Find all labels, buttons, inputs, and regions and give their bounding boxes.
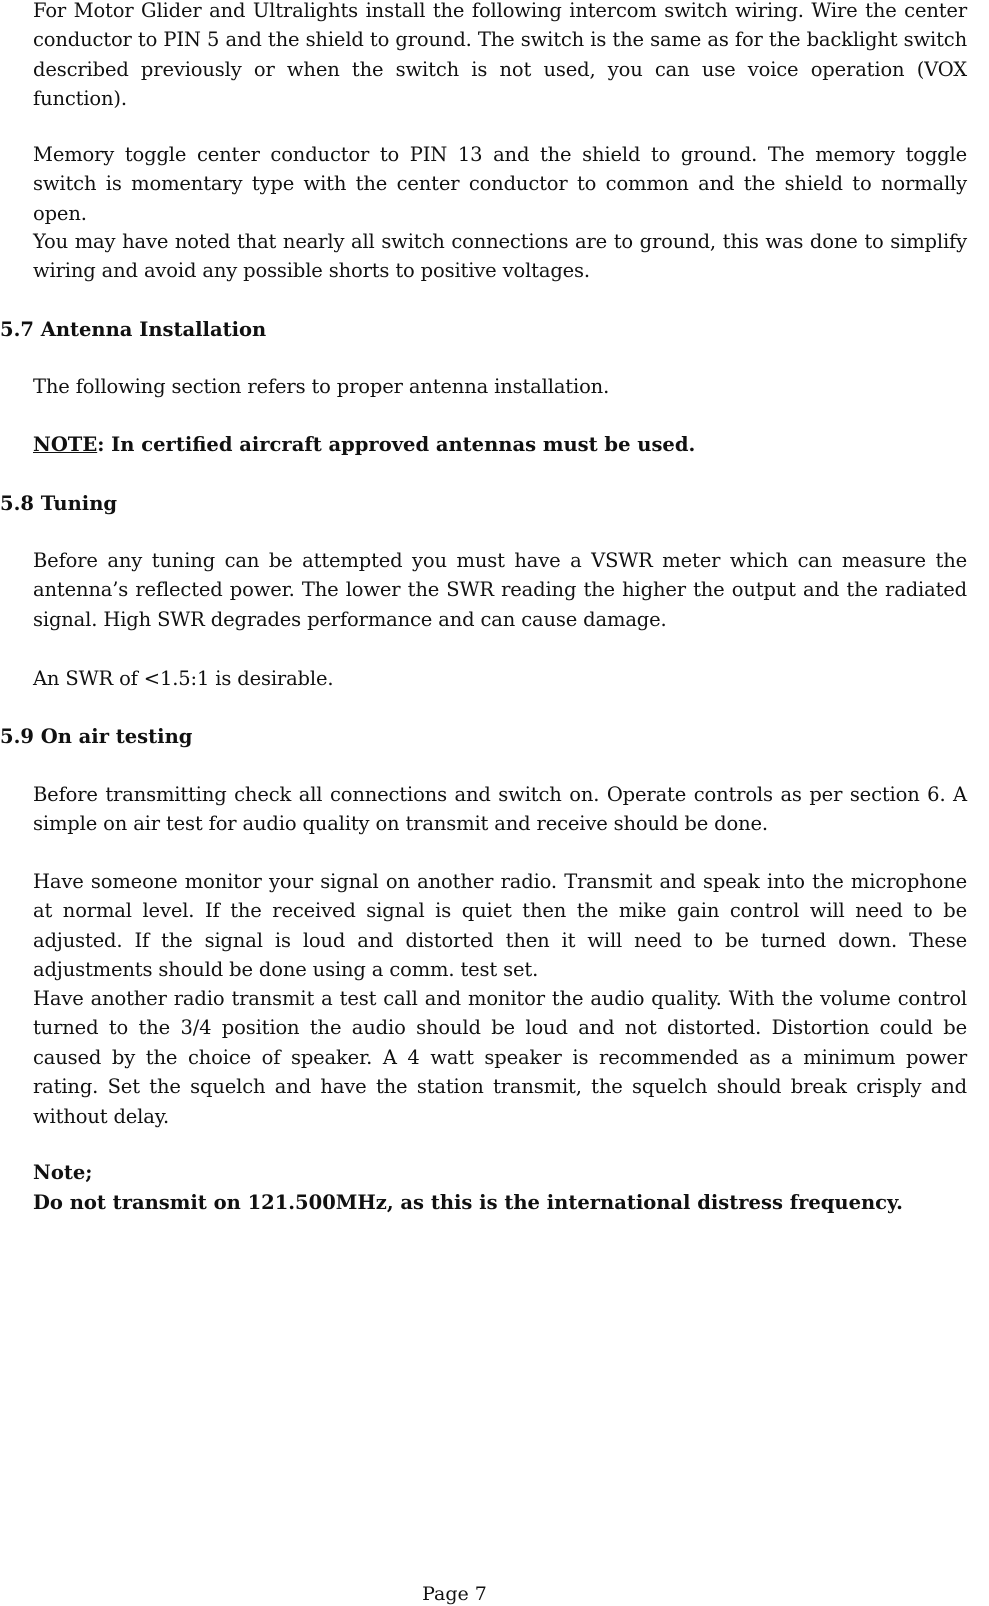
memory-toggle-paragraph: Memory toggle center conductor to PIN 13 and the shield to ground. The memory toggle switch is momentary type with the center conductor to common and the shield to normally open. (33, 143, 967, 225)
distress-note-label: Note; (33, 1161, 93, 1184)
section-5-8-heading: 5.8 Tuning (0, 492, 118, 515)
intercom-switch-paragraph: For Motor Glider and Ultralights install the following intercom switch wiring. Wire the center conductor to PIN 5 and the shield to ground. The switch is the same as for the backlight switch described previously or when the switch is not used, you can use voice operation (VOX function). (33, 0, 967, 111)
antenna-note-label: NOTE (33, 433, 98, 456)
audio-quality-paragraph: Have another radio transmit a test call and monitor the audio quality. With the volume control turned to the 3/4 position the audio should be loud and not distorted. Distortion could be caused by the choice of speaker. A 4 watt speaker is recommended as a minimum power rating. Set the squelch and have the station transmit, the squelch should break crisply and without delay. (33, 987, 967, 1128)
swr-paragraph: An SWR of <1.5:1 is desirable. (33, 667, 334, 690)
section-5-9-heading: 5.9 On air testing (0, 725, 193, 748)
on-air-test-paragraph: Before transmitting check all connections and switch on. Operate controls as per section 6. A simple on air test for audio quality on transmit and receive should be done. (33, 783, 967, 836)
antenna-intro-paragraph: The following section refers to proper antenna installation. (33, 375, 610, 398)
page-number: Page 7 (422, 1583, 487, 1605)
antenna-note-text: : In certified aircraft approved antennas must be used. (97, 433, 696, 456)
ground-connections-paragraph: You may have noted that nearly all switch connections are to ground, this was done to simplify wiring and avoid any possible shorts to positive voltages. (33, 230, 967, 283)
distress-note-text: Do not transmit on 121.500MHz, as this is the international distress frequency. (33, 1191, 903, 1214)
monitor-signal-paragraph: Have someone monitor your signal on another radio. Transmit and speak into the microphone at normal level. If the received signal is quiet then the mike gain control will need to be adjusted. If the signal is loud and distorted then it will need to be turned down. These adjustments should be done using a comm. test set. (33, 870, 967, 982)
tuning-paragraph: Before any tuning can be attempted you must have a VSWR meter which can measure the antenna’s reflected power. The lower the SWR reading the higher the output and the radiated signal. High SWR degrades performance and can cause damage. (33, 549, 967, 631)
section-5-7-heading: 5.7 Antenna Installation (0, 318, 267, 341)
antenna-note (33, 430, 695, 459)
page-footer (0, 1582, 989, 1606)
